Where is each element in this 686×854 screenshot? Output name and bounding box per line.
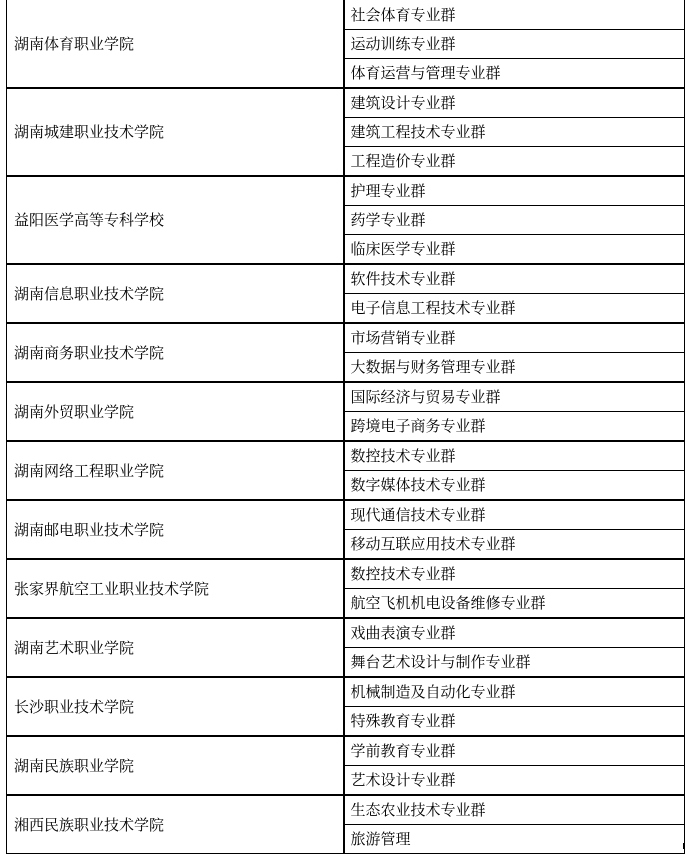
school-name-cell: 湖南网络工程职业学院: [7, 441, 344, 500]
school-name-cell: 湖南邮电职业技术学院: [7, 500, 344, 559]
table-row: [7, 677, 685, 707]
school-name-cell: 湖南体育职业学院: [7, 1, 344, 89]
major-group-cell: 数字媒体技术专业群: [344, 471, 685, 501]
table-row: [7, 618, 685, 648]
major-group-cell: 数控技术专业群: [344, 559, 685, 589]
table-row: [7, 176, 685, 206]
table-bottom-continuation: [6, 843, 684, 849]
major-group-cell: 社会体育专业群: [344, 1, 685, 30]
major-group-cell: 学前教育专业群: [344, 736, 685, 766]
major-group-cell: 艺术设计专业群: [344, 766, 685, 796]
major-group-cell: 大数据与财务管理专业群: [344, 353, 685, 383]
major-group-cell: 跨境电子商务专业群: [344, 412, 685, 442]
major-group-cell: 生态农业技术专业群: [344, 795, 685, 825]
table-left-edge: [6, 843, 7, 849]
table-row: [7, 795, 685, 825]
school-name-cell: 湖南民族职业学院: [7, 736, 344, 795]
major-group-cell: 旅游管理: [344, 825, 685, 854]
major-group-cell: 建筑工程技术专业群: [344, 118, 685, 147]
major-group-cell: 机械制造及自动化专业群: [344, 677, 685, 707]
major-group-cell: 现代通信技术专业群: [344, 500, 685, 530]
table-right-edge: [683, 843, 684, 849]
school-name-cell: 湘西民族职业技术学院: [7, 795, 344, 854]
table-row: [7, 264, 685, 294]
school-name-cell: 张家界航空工业职业技术学院: [7, 559, 344, 618]
major-group-cell: 工程造价专业群: [344, 147, 685, 177]
table-row: [7, 500, 685, 530]
table-row: [7, 88, 685, 118]
major-group-cell: 体育运营与管理专业群: [344, 59, 685, 89]
school-name-cell: 湖南信息职业技术学院: [7, 264, 344, 323]
school-major-table: [6, 0, 685, 854]
table-body: [7, 1, 685, 854]
school-name-cell: 湖南外贸职业学院: [7, 382, 344, 441]
major-group-cell: 数控技术专业群: [344, 441, 685, 471]
major-group-cell: 特殊教育专业群: [344, 707, 685, 737]
school-name-cell: 湖南艺术职业学院: [7, 618, 344, 677]
major-group-cell: 护理专业群: [344, 176, 685, 206]
major-group-cell: 药学专业群: [344, 206, 685, 235]
major-group-cell: 舞台艺术设计与制作专业群: [344, 648, 685, 678]
table-row: [7, 441, 685, 471]
major-group-cell: 移动互联应用技术专业群: [344, 530, 685, 560]
table-row: [7, 736, 685, 766]
table-row: [7, 323, 685, 353]
table-row: [7, 382, 685, 412]
school-name-cell: 湖南商务职业技术学院: [7, 323, 344, 382]
major-group-cell: 市场营销专业群: [344, 323, 685, 353]
major-group-cell: 电子信息工程技术专业群: [344, 294, 685, 324]
major-group-cell: 戏曲表演专业群: [344, 618, 685, 648]
major-group-cell: 国际经济与贸易专业群: [344, 382, 685, 412]
table-middle-edge: [343, 843, 344, 849]
table-row: [7, 559, 685, 589]
major-group-cell: 临床医学专业群: [344, 235, 685, 265]
major-group-cell: 软件技术专业群: [344, 264, 685, 294]
major-group-cell: 航空飞机机电设备维修专业群: [344, 589, 685, 619]
major-group-cell: 建筑设计专业群: [344, 88, 685, 118]
table-row: [7, 1, 685, 30]
school-name-cell: 长沙职业技术学院: [7, 677, 344, 736]
school-name-cell: 益阳医学高等专科学校: [7, 176, 344, 264]
major-group-cell: 运动训练专业群: [344, 30, 685, 59]
school-major-table-container: [6, 0, 684, 854]
school-name-cell: 湖南城建职业技术学院: [7, 88, 344, 176]
